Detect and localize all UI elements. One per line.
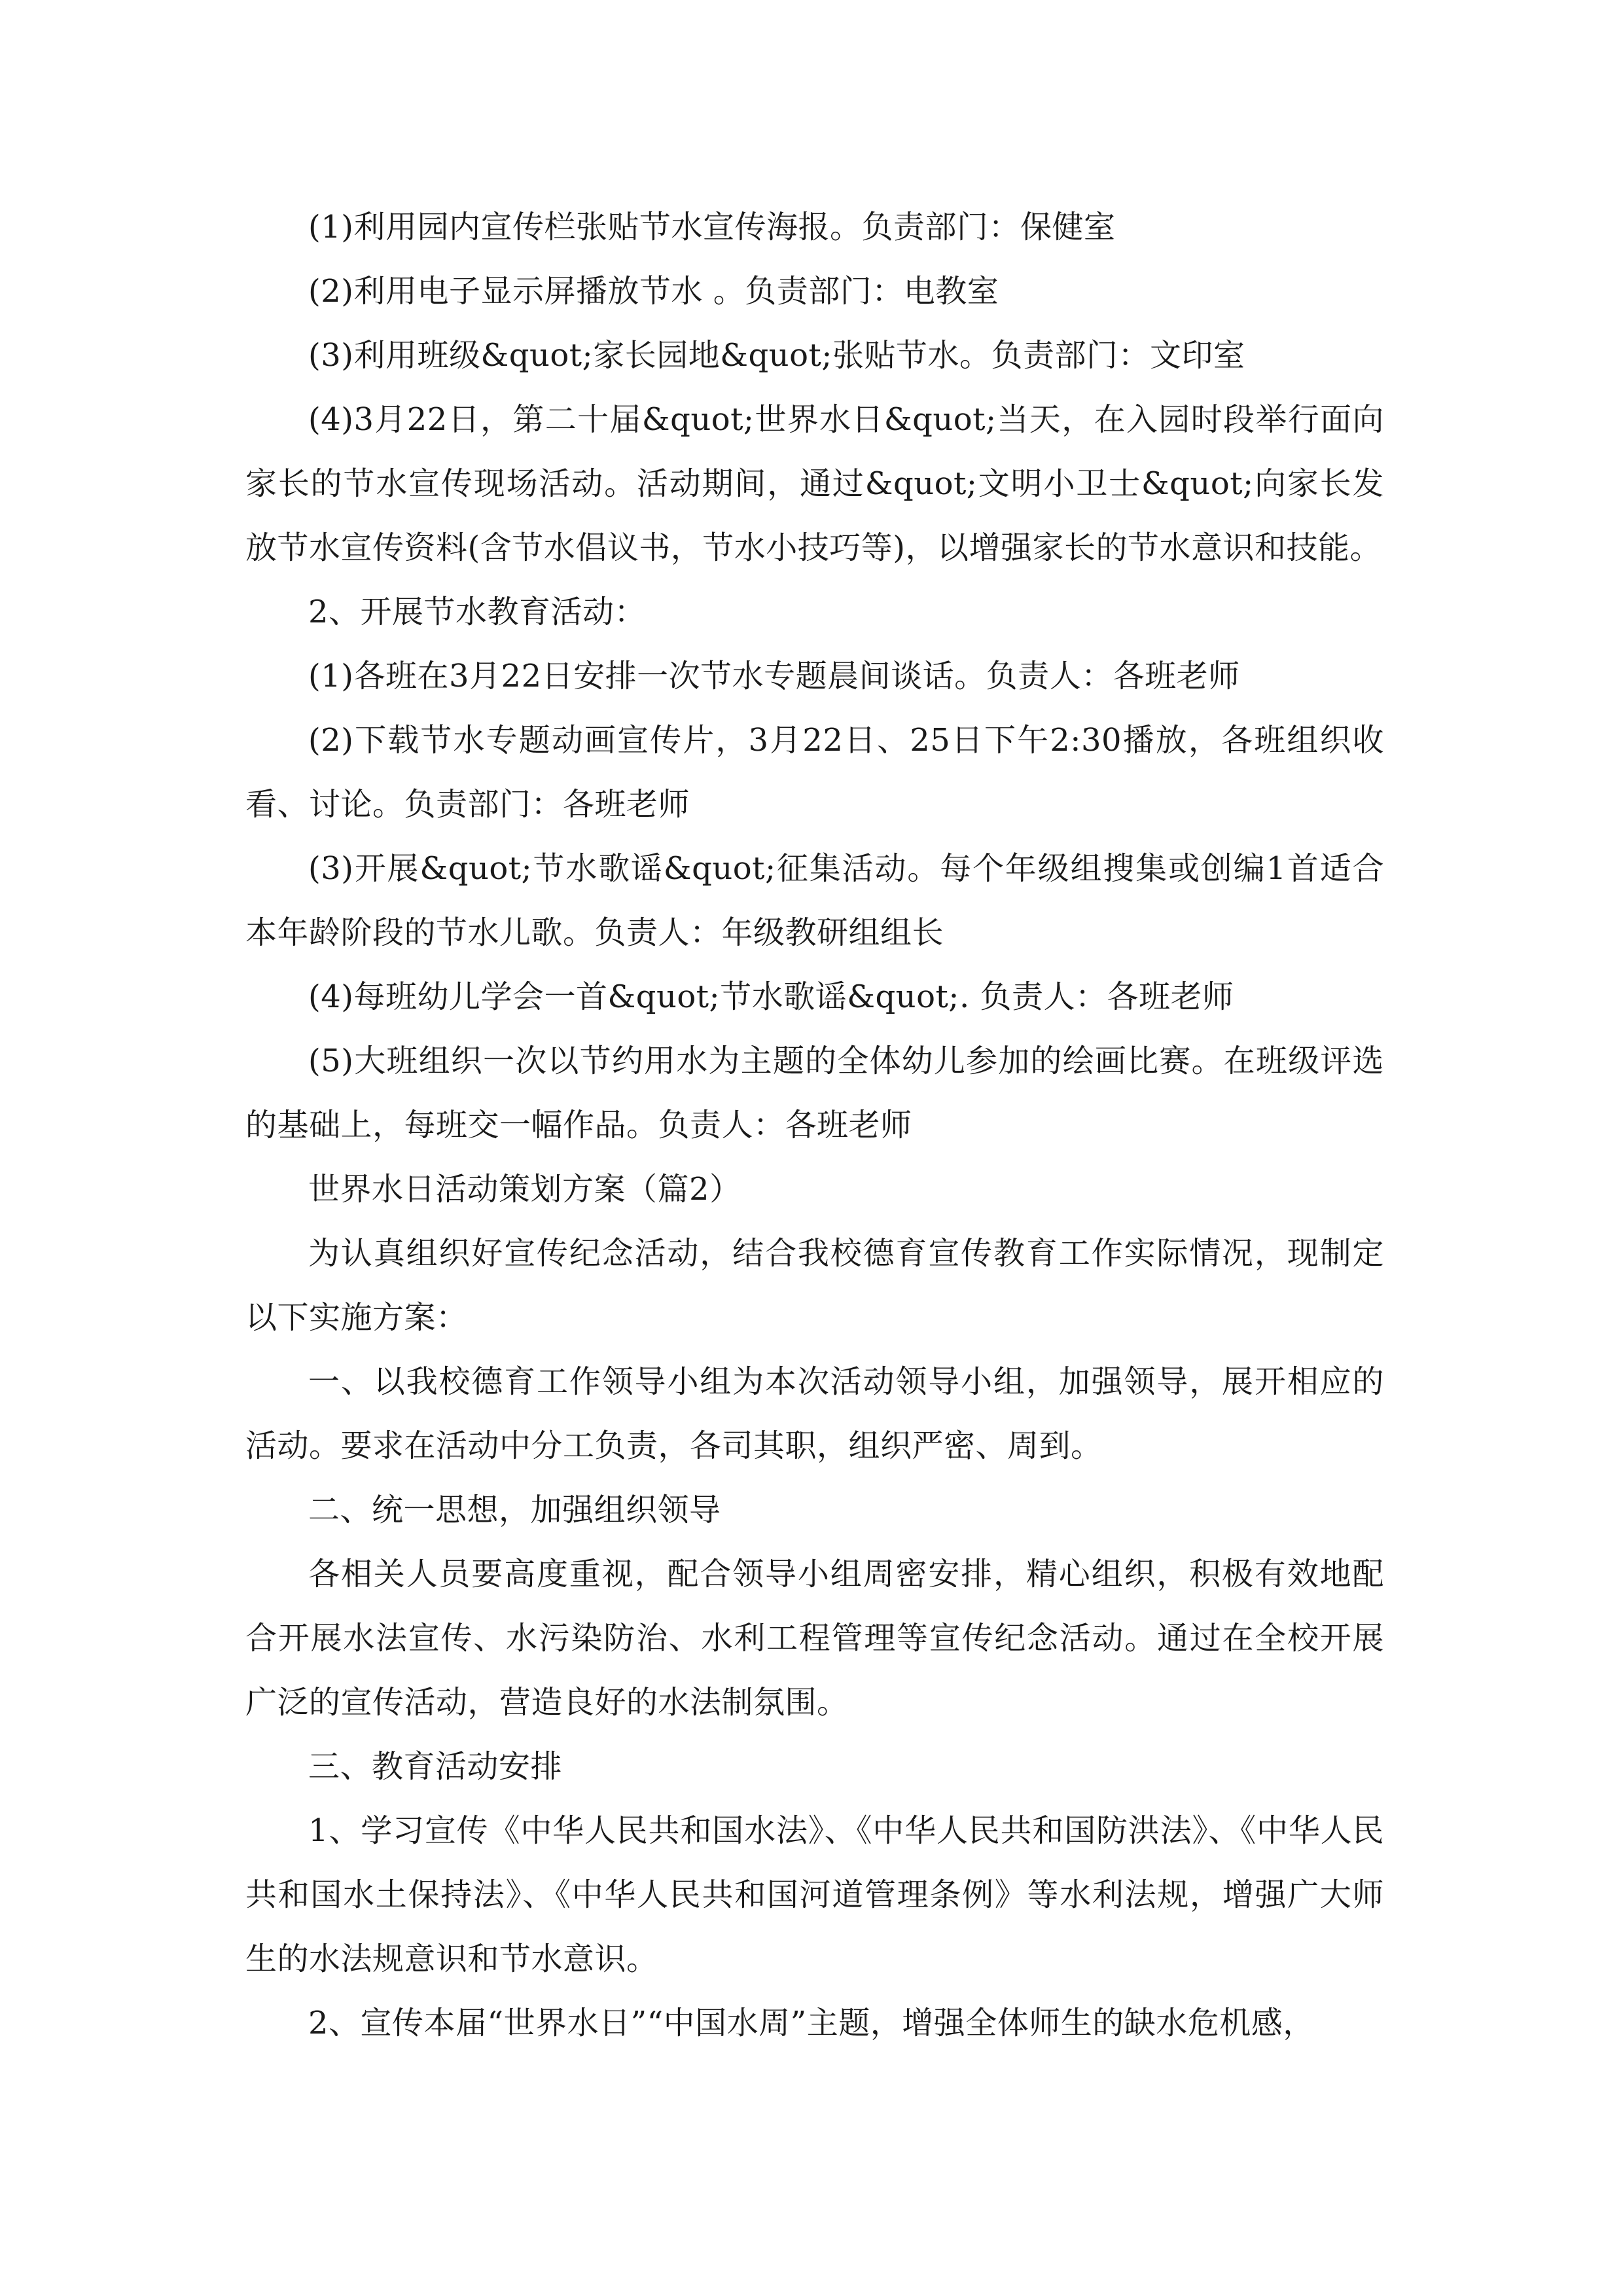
section-heading-part-2: 世界水日活动策划方案（篇2）: [308, 1171, 741, 1208]
paragraph-18: 2、宣传本届“世界水日”“中国水周”主题，增强全体师生的缺水危机感，: [308, 2005, 1315, 2041]
paragraph-8: (3)开展&quot;节水歌谣&quot;征集活动。每个年级组搜集或创编1首适合本年龄阶段的节水儿歌。负责人：年级教研组组长: [245, 850, 1384, 951]
paragraph-4: (4)3月22日，第二十届&quot;世界水日&quot;当天，在入园时段举行面向家长的节水宣传现场活动。活动期间，通过&quot;文明小卫士&quot;向家长发放节水宣传资料(含节水倡议书，节水小技巧等)，以增强家长的节水意识和技能。: [245, 401, 1384, 566]
paragraph-10: (5)大班组织一次以节约用水为主题的全体幼儿参加的绘画比赛。在班级评选的基础上，每班交一幅作品。负责人：各班老师: [245, 1043, 1384, 1143]
paragraph-1: (1)利用园内宣传栏张贴节水宣传海报。负责部门：保健室: [308, 209, 1116, 245]
paragraph-3: (3)利用班级&quot;家长园地&quot;张贴节水。负责部门：文印室: [308, 337, 1245, 374]
paragraph-13: 一、以我校德育工作领导小组为本次活动领导小组，加强领导，展开相应的活动。要求在活动中分工负责，各司其职，组织严密、周到。: [245, 1363, 1384, 1464]
document-body: [245, 195, 1384, 2055]
paragraph-14: 二、统一思想，加强组织领导: [308, 1492, 721, 1528]
paragraph-2: (2)利用电子显示屏播放节水 。负责部门：电教室: [308, 273, 999, 310]
paragraph-12: 为认真组织好宣传纪念活动，结合我校德育宣传教育工作实际情况，现制定以下实施方案：: [245, 1235, 1384, 1336]
paragraph-15: 各相关人员要高度重视，配合领导小组周密安排，精心组织，积极有效地配合开展水法宣传、水污染防治、水利工程管理等宣传纪念活动。通过在全校开展广泛的宣传活动，营造良好的水法制氛围。: [245, 1556, 1384, 1721]
paragraph-6: (1)各班在3月22日安排一次节水专题晨间谈话。负责人：各班老师: [308, 658, 1240, 694]
paragraph-16: 三、教育活动安排: [308, 1748, 563, 1785]
paragraph-9: (4)每班幼儿学会一首&quot;节水歌谣&quot;. 负责人：各班老师: [308, 978, 1234, 1015]
paragraph-7: (2)下载节水专题动画宣传片，3月22日、25日下午2:30播放，各班组织收看、讨论。负责部门：各班老师: [245, 722, 1384, 823]
paragraph-5: 2、开展节水教育活动：: [308, 594, 647, 630]
paragraph-17: 1、学习宣传《中华人民共和国水法》、《中华人民共和国防洪法》、《中华人民共和国水土保持法》、《中华人民共和国河道管理条例》等水利法规，增强广大师生的水法规意识和节水意识。: [245, 1812, 1384, 1977]
